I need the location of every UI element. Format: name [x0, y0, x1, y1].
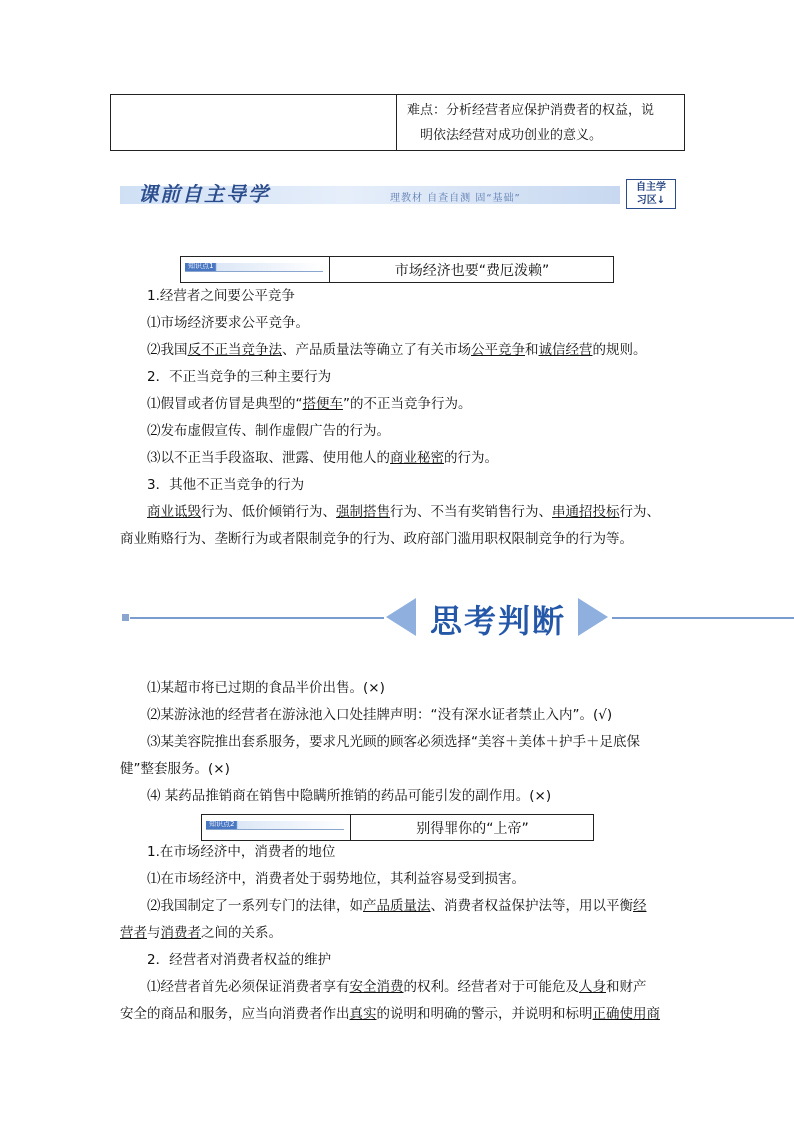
text-span: 的权利。经营者对于可能危及: [403, 979, 579, 995]
keyword: 商业秘密: [390, 450, 444, 466]
table-cell-difficulty: [407, 98, 679, 148]
tag-label: 知识点1: [188, 262, 214, 270]
text-line: [120, 1004, 660, 1024]
preview-banner: [120, 178, 680, 210]
keyword: 安全消费: [349, 979, 404, 995]
keyword: 真实: [349, 1006, 377, 1022]
text-span: 、产品质量法等确立了有关市场: [282, 342, 471, 358]
keyword: 反不正当竞争法: [187, 342, 282, 358]
heading-line: 1.在市场经济中，消费者的地位: [147, 844, 336, 860]
keyword: 营者: [120, 925, 147, 941]
section-header-2: [201, 814, 594, 841]
text-line: [147, 340, 647, 360]
text-line: [147, 448, 498, 468]
arrow-right-icon: [578, 598, 608, 636]
table-cell-line: 难点：分析经营者应保护消费者的权益，说: [407, 103, 655, 118]
keyword: 串通招投标: [552, 504, 620, 520]
text-span: ”的不正当竞争行为。: [343, 396, 472, 412]
judgement-item: ⑴某超市将已过期的食品半价出售。(×): [147, 680, 385, 696]
text-span: 、消费者权益保护法等，用以平衡: [430, 898, 633, 914]
keyword: 产品质量法: [363, 898, 431, 914]
text-span: 和财产: [606, 979, 647, 995]
knowledge-tag: [185, 263, 325, 273]
judgement-item: ⑷ 某药品推销商在销售中隐瞒所推销的药品可能引发的副作用。(×): [147, 788, 552, 804]
text-line: ⑴市场经济要求公平竞争。: [147, 315, 309, 331]
text-span: 和: [525, 342, 539, 358]
heading-line: 1.经营者之间要公平竞争: [147, 288, 295, 304]
section-title: 市场经济也要“费厄泼赖”: [394, 263, 550, 279]
heading-line: 2．经营者对消费者权益的维护: [147, 952, 332, 968]
judgement-item: ⑵某游泳池的经营者在游泳池入口处挂牌声明：“没有深水证者禁止入内”。(√): [147, 707, 613, 723]
text-span: 安全的商品和服务，应当向消费者作出: [120, 1006, 350, 1022]
text-span: 行为、低价倾销行为、: [201, 504, 336, 520]
text-span: 与: [147, 925, 161, 941]
think-banner-line-left: [130, 617, 384, 619]
keyword: 强制搭售: [336, 504, 390, 520]
arrow-left-icon: [386, 598, 416, 636]
think-title: 思考判断: [429, 602, 566, 640]
banner-subtitle: 理教材 自查自测 固“基础”: [390, 193, 521, 204]
text-line: 商业贿赂行为、垄断行为或者限制竞争的行为、政府部门滥用职权限制竞争的行为等。: [120, 531, 633, 547]
text-span: 的规则。: [592, 342, 647, 358]
info-table: [110, 94, 685, 151]
text-span: ⑴假冒或者仿冒是典型的“: [147, 396, 303, 412]
text-span: 的说明和明确的警示，并说明和标明: [376, 1006, 593, 1022]
text-span: 之间的关系。: [201, 925, 282, 941]
section-title: 别得罪你的“上帝”: [416, 821, 529, 837]
knowledge-tag: [206, 821, 346, 831]
text-line: [147, 977, 647, 997]
text-line: [147, 502, 660, 522]
keyword: 诚信经营: [538, 342, 593, 358]
keyword: 人身: [579, 979, 606, 995]
table-divider: [396, 95, 397, 150]
text-line: [120, 923, 282, 943]
keyword: 经: [633, 898, 647, 914]
heading-line: 3．其他不正当竞争的行为: [147, 477, 305, 493]
think-banner-dot: [122, 614, 129, 621]
self-study-line: 自主学: [636, 182, 666, 193]
think-banner-line-right: [612, 617, 794, 619]
self-study-box: [626, 179, 676, 209]
table-cell-line: 明依法经营对成功创业的意义。: [420, 128, 603, 143]
text-line: [147, 394, 472, 414]
text-line: ⑵发布虚假宣传、制作虚假广告的行为。: [147, 423, 390, 439]
text-span: ⑵我国制定了一系列专门的法律，如: [147, 898, 363, 914]
keyword: 商业诋毁: [147, 504, 201, 520]
judgement-item-cont: 健”整套服务。(×): [120, 761, 230, 777]
text-line: ⑴在市场经济中，消费者处于弱势地位，其利益容易受到损害。: [147, 871, 525, 887]
text-line: [147, 896, 647, 916]
heading-line: 2．不正当竞争的三种主要行为: [147, 369, 332, 385]
keyword: 公平竞争: [471, 342, 525, 358]
judgement-item: ⑶某美容院推出套系服务，要求凡光顾的顾客必须选择“美容＋美体＋护手＋足底保: [147, 734, 640, 750]
keyword: 搭便车: [302, 396, 343, 412]
text-span: 的行为。: [444, 450, 498, 466]
text-span: ⑶以不正当手段盗取、泄露、使用他人的: [147, 450, 390, 466]
keyword: 消费者: [160, 925, 201, 941]
section-header-1: [180, 256, 614, 283]
banner-title: 课前自主导学: [138, 182, 270, 206]
keyword: 正确使用商: [592, 1006, 660, 1022]
text-span: ⑵我国: [147, 342, 188, 358]
self-study-line: 习区↓: [636, 195, 666, 206]
text-span: ⑴经营者首先必须保证消费者享有: [147, 979, 350, 995]
tag-label: 知识点2: [209, 820, 235, 828]
text-span: 行为、: [619, 504, 660, 520]
text-span: 行为、不当有奖销售行为、: [390, 504, 552, 520]
